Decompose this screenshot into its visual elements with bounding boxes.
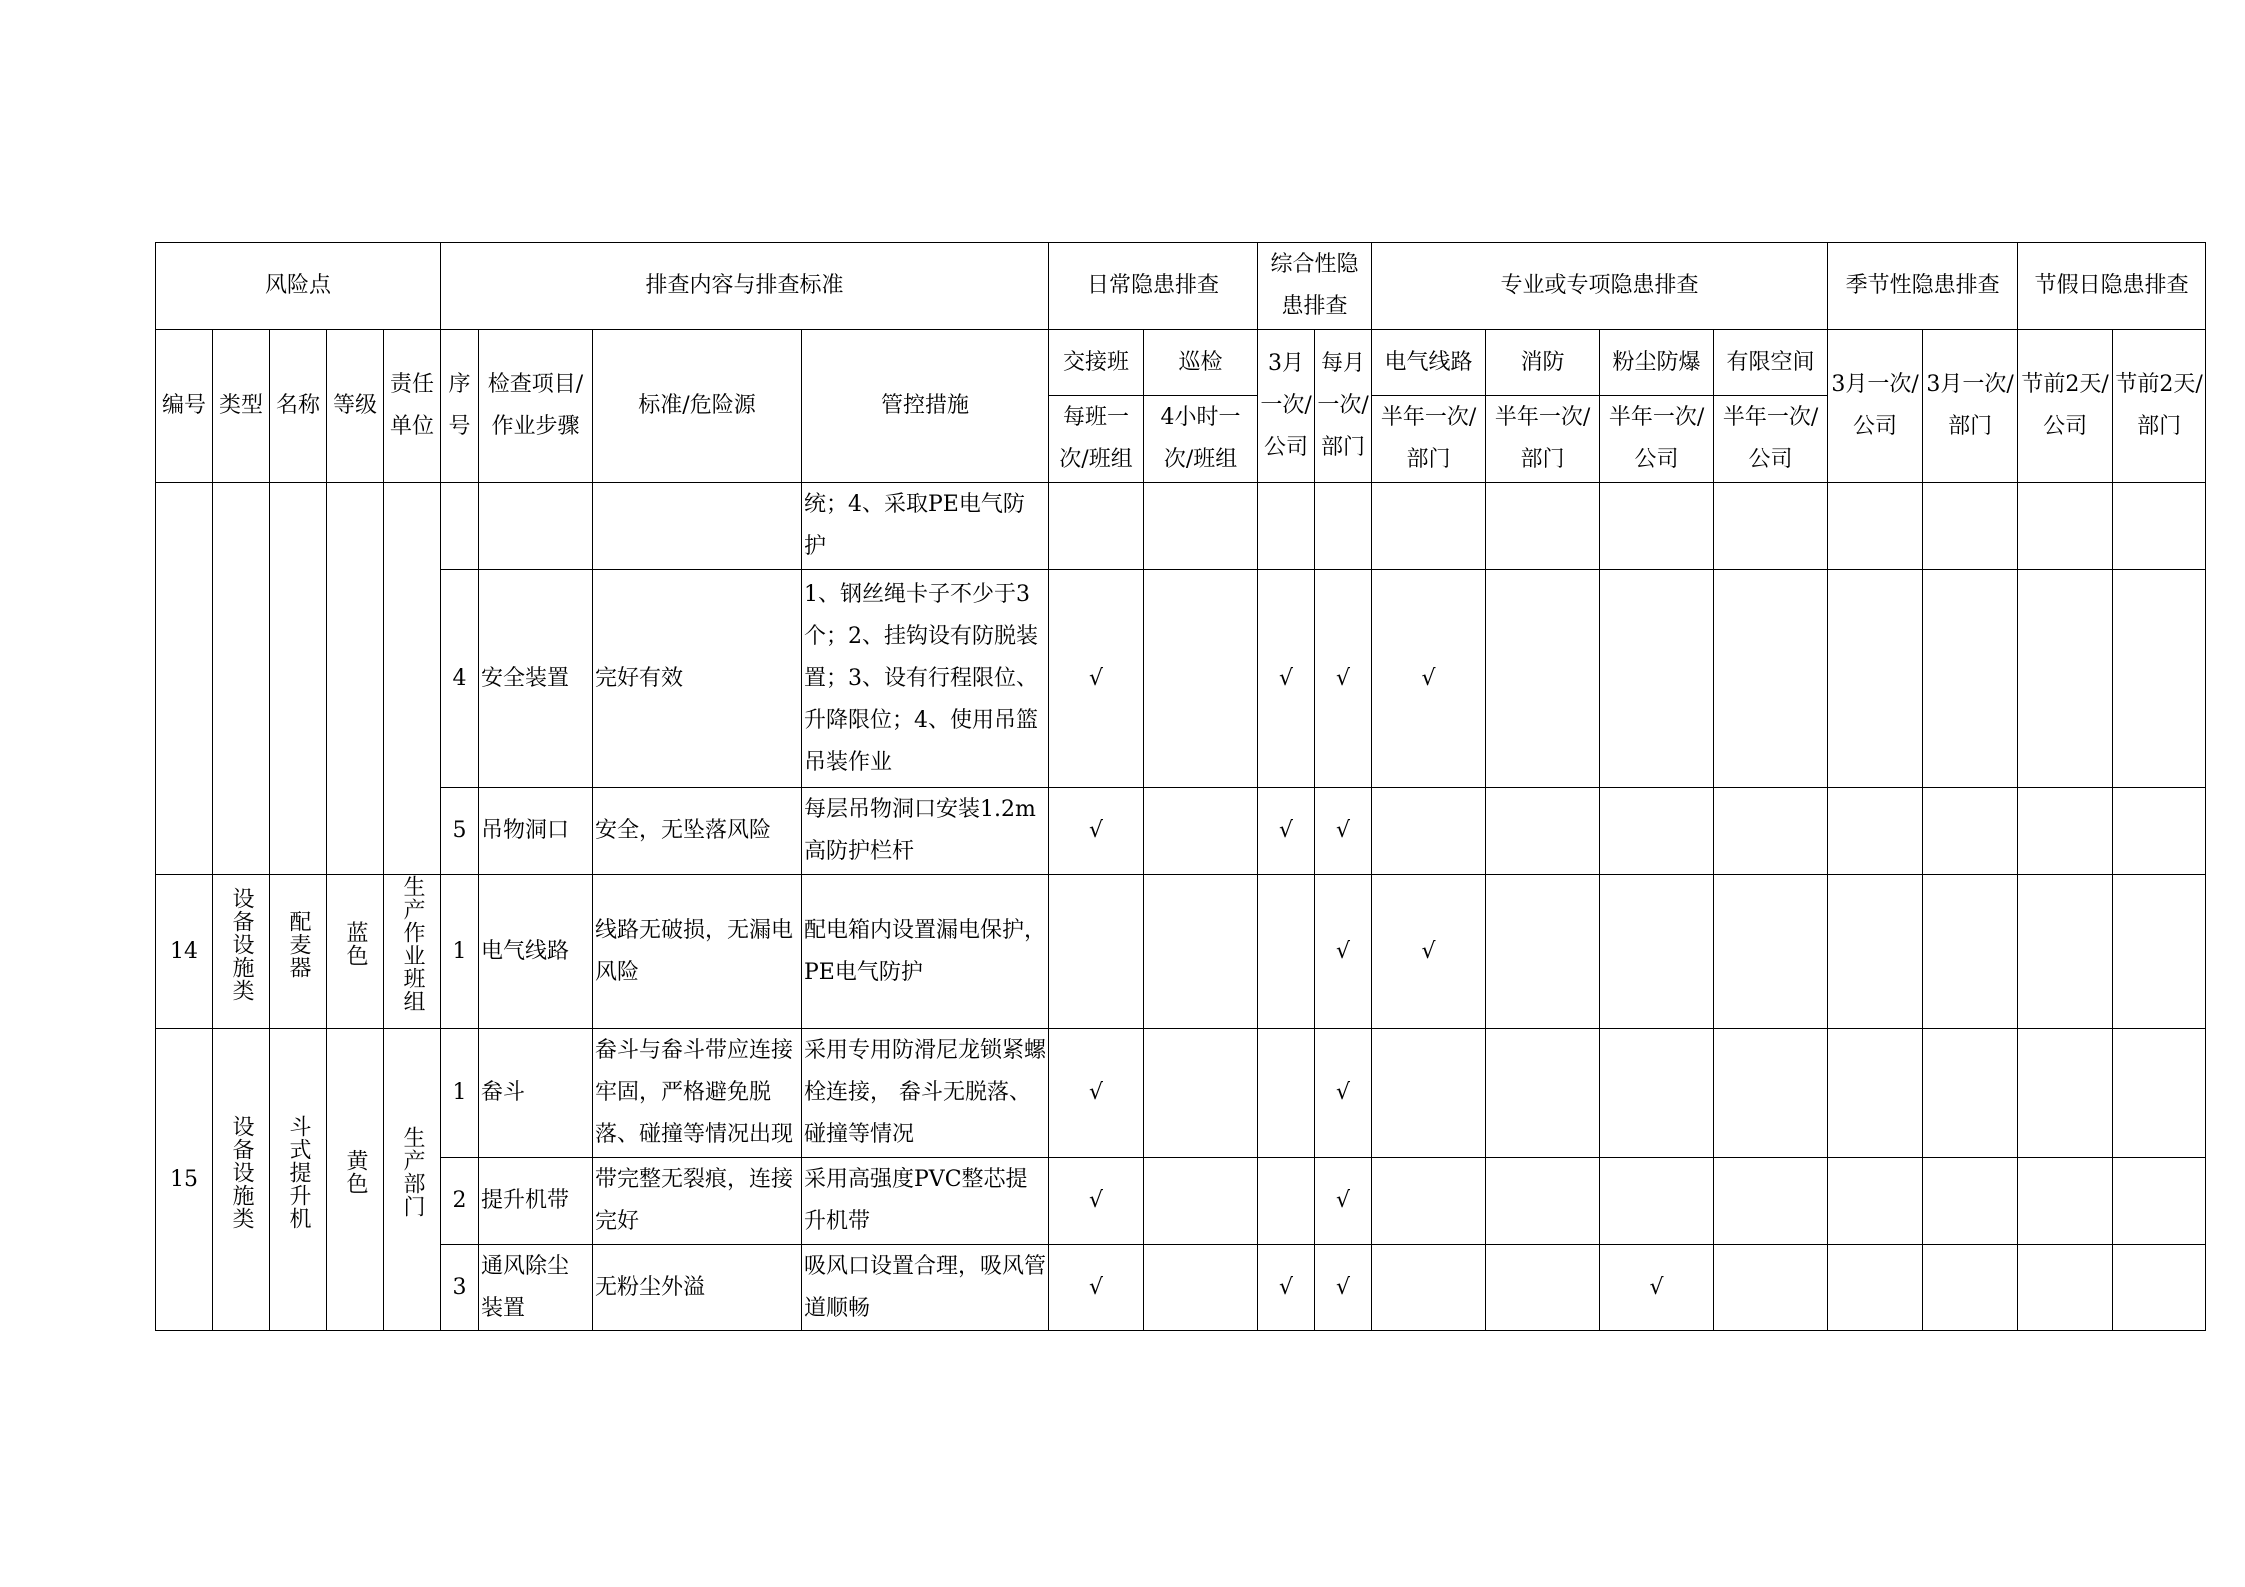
header-seasonal: 季节性隐患排查 (1828, 243, 2018, 330)
check-mark: √ (1315, 1245, 1372, 1331)
cell-measure: 配电箱内设置漏电保护，PE电气防护 (802, 875, 1049, 1029)
col-dust: 粉尘防爆 (1600, 330, 1714, 396)
col-holiday-company: 节前2天/公司 (2018, 330, 2113, 483)
col-season-dept: 3月一次/部门 (1923, 330, 2018, 483)
unit-text: 生产部门 (400, 1126, 425, 1218)
col-comp-monthly: 每月一次/部门 (1315, 330, 1372, 483)
table-row (156, 1158, 2206, 1245)
check-mark: √ (1049, 1158, 1144, 1245)
cell-seq: 5 (441, 788, 479, 875)
level-text: 蓝色 (343, 921, 368, 967)
col-confined: 有限空间 (1714, 330, 1828, 396)
col-confined-freq: 半年一次/公司 (1714, 396, 1828, 483)
col-comp-3m: 3月一次/公司 (1258, 330, 1315, 483)
cell-name (270, 1029, 327, 1331)
header-special: 专业或专项隐患排查 (1372, 243, 1828, 330)
table-row (156, 875, 2206, 1029)
table-row (156, 1245, 2206, 1331)
check-mark: √ (1315, 875, 1372, 1029)
cell-standard: 带完整无裂痕，连接完好 (593, 1158, 802, 1245)
cell-item: 畚斗 (479, 1029, 593, 1158)
cell-level (327, 483, 384, 875)
cell-measure: 每层吊物洞口安装1.2m高防护栏杆 (802, 788, 1049, 875)
type-text: 设备设施类 (229, 886, 254, 1002)
col-name: 名称 (270, 330, 327, 483)
col-fire: 消防 (1486, 330, 1600, 396)
cell-seq: 2 (441, 1158, 479, 1245)
col-dust-freq: 半年一次/公司 (1600, 396, 1714, 483)
cell-name (270, 483, 327, 875)
cell-type (213, 875, 270, 1029)
cell-measure: 采用专用防滑尼龙锁紧螺栓连接， 畚斗无脱落、碰撞等情况 (802, 1029, 1049, 1158)
type-text: 设备设施类 (229, 1114, 254, 1230)
col-season-company: 3月一次/公司 (1828, 330, 1923, 483)
cell-item: 电气线路 (479, 875, 593, 1029)
table-row (156, 1029, 2206, 1158)
cell-item: 通风除尘装置 (479, 1245, 593, 1331)
cell-name (270, 875, 327, 1029)
check-mark: √ (1315, 1158, 1372, 1245)
cell-standard: 安全，无坠落风险 (593, 788, 802, 875)
cell-unit (384, 875, 441, 1029)
col-level: 等级 (327, 330, 384, 483)
name-text: 配麦器 (286, 909, 311, 979)
check-mark: √ (1258, 788, 1315, 875)
col-shift: 交接班 (1049, 330, 1144, 396)
hazard-inspection-table (155, 242, 2206, 1331)
col-item: 检查项目/作业步骤 (479, 330, 593, 483)
cell-level (327, 875, 384, 1029)
col-holiday-dept: 节前2天/部门 (2113, 330, 2206, 483)
check-mark: √ (1049, 570, 1144, 788)
col-electric: 电气线路 (1372, 330, 1486, 396)
check-mark: √ (1372, 570, 1486, 788)
check-mark: √ (1600, 1245, 1714, 1331)
cell-seq: 4 (441, 570, 479, 788)
col-patrol: 巡检 (1144, 330, 1258, 396)
name-text: 斗式提升机 (286, 1114, 311, 1230)
cell-type (213, 1029, 270, 1331)
level-text: 黄色 (343, 1149, 368, 1195)
cell-measure: 吸风口设置合理，吸风管道顺畅 (802, 1245, 1049, 1331)
cell-type (213, 483, 270, 875)
cell-item: 安全装置 (479, 570, 593, 788)
cell-standard: 无粉尘外溢 (593, 1245, 802, 1331)
cell-measure: 统；4、采取PE电气防护 (802, 483, 1049, 570)
cell-unit (384, 483, 441, 875)
cell-standard: 线路无破损，无漏电风险 (593, 875, 802, 1029)
cell-seq: 1 (441, 875, 479, 1029)
table-row (156, 788, 2206, 875)
cell-item (479, 483, 593, 570)
check-mark: √ (1049, 1245, 1144, 1331)
cell-standard: 畚斗与畚斗带应连接牢固，严格避免脱落、碰撞等情况出现 (593, 1029, 802, 1158)
col-standard: 标准/危险源 (593, 330, 802, 483)
cell-standard: 完好有效 (593, 570, 802, 788)
cell-level (327, 1029, 384, 1331)
cell-standard (593, 483, 802, 570)
check-mark: √ (1315, 1029, 1372, 1158)
cell-no (156, 483, 213, 875)
col-unit: 责任单位 (384, 330, 441, 483)
header-holiday: 节假日隐患排查 (2018, 243, 2206, 330)
unit-text: 生产作业班组 (400, 875, 425, 1013)
table-row (156, 483, 2206, 570)
check-mark: √ (1372, 875, 1486, 1029)
col-no: 编号 (156, 330, 213, 483)
cell-measure: 采用高强度PVC整芯提升机带 (802, 1158, 1049, 1245)
col-seq: 序号 (441, 330, 479, 483)
check-mark: √ (1258, 1245, 1315, 1331)
col-electric-freq: 半年一次/部门 (1372, 396, 1486, 483)
table-row (156, 570, 2206, 788)
col-measure: 管控措施 (802, 330, 1049, 483)
cell-item: 提升机带 (479, 1158, 593, 1245)
check-mark: √ (1315, 788, 1372, 875)
cell-seq: 1 (441, 1029, 479, 1158)
cell-no: 14 (156, 875, 213, 1029)
col-type: 类型 (213, 330, 270, 483)
cell-seq (441, 483, 479, 570)
check-mark: √ (1049, 788, 1144, 875)
header-risk-point: 风险点 (156, 243, 441, 330)
cell-no: 15 (156, 1029, 213, 1331)
cell-item: 吊物洞口 (479, 788, 593, 875)
cell-seq: 3 (441, 1245, 479, 1331)
check-mark: √ (1258, 570, 1315, 788)
header-daily: 日常隐患排查 (1049, 243, 1258, 330)
cell-unit (384, 1029, 441, 1331)
col-fire-freq: 半年一次/部门 (1486, 396, 1600, 483)
col-shift-freq: 每班一次/班组 (1049, 396, 1144, 483)
header-content-standard: 排查内容与排查标准 (441, 243, 1049, 330)
col-patrol-freq: 4小时一次/班组 (1144, 396, 1258, 483)
header-comprehensive: 综合性隐患排查 (1258, 243, 1372, 330)
check-mark: √ (1315, 570, 1372, 788)
cell-measure: 1、钢丝绳卡子不少于3个；2、挂钩设有防脱装置；3、设有行程限位、升降限位；4、使用吊篮吊装作业 (802, 570, 1049, 788)
check-mark: √ (1049, 1029, 1144, 1158)
